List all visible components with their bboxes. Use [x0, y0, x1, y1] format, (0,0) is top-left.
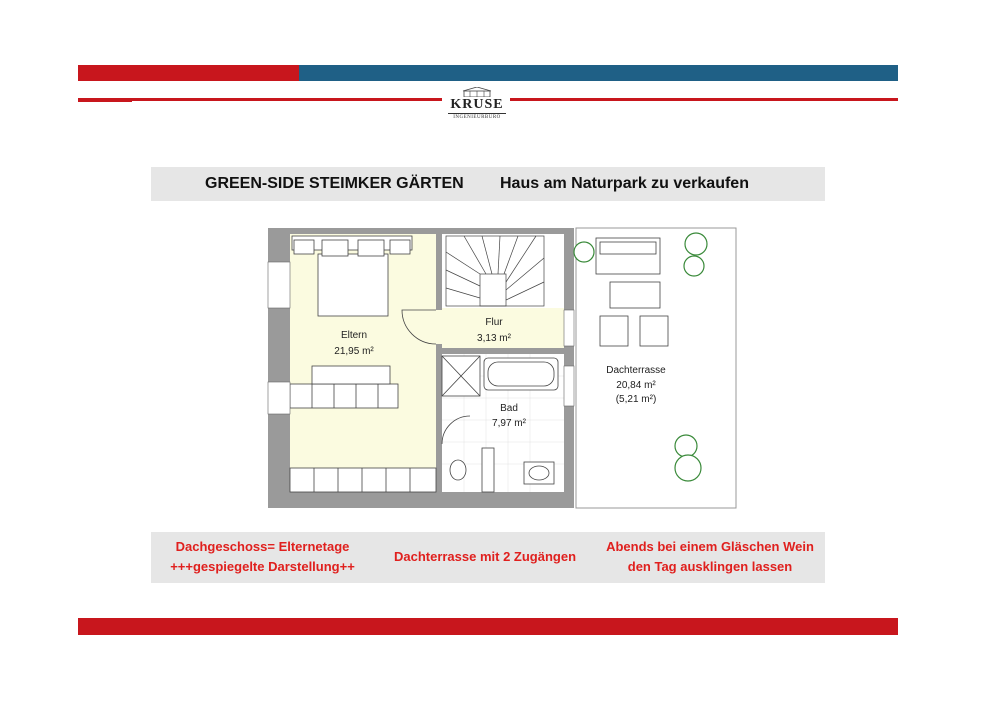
info-left-line2: +++gespiegelte Darstellung++	[170, 559, 355, 574]
info-left	[155, 537, 370, 577]
label-terrace-area: 20,84 m²	[616, 380, 656, 391]
title-project: GREEN-SIDE STEIMKER GÄRTEN	[205, 175, 464, 192]
label-terrace-note: (5,21 m²)	[615, 394, 657, 405]
label-flur-name: Flur	[485, 317, 503, 328]
label-bad-area: 7,97 m²	[492, 418, 526, 429]
wardrobe-bottom	[290, 468, 436, 492]
label-flur-area: 3,13 m²	[477, 333, 511, 344]
building-icon	[462, 87, 492, 97]
info-right-line1: Abends bei einem Gläschen Wein	[606, 539, 814, 554]
header-rule-left-thin	[78, 101, 132, 102]
logo-subtitle: INGENIEURBÜRO	[453, 115, 501, 120]
label-eltern-area: 21,95 m²	[334, 346, 374, 357]
stair-area	[442, 234, 564, 308]
logo-name: KRUSE	[450, 97, 504, 112]
floor-plan	[266, 226, 738, 510]
footer-bar-red	[78, 618, 898, 635]
info-right	[590, 537, 830, 577]
label-bad-name: Bad	[500, 403, 518, 414]
kruse-logo	[444, 86, 510, 124]
header-bar-blue	[299, 65, 898, 81]
info-right-line2: den Tag ausklingen lassen	[627, 559, 793, 574]
label-eltern-name: Eltern	[340, 330, 368, 341]
header-rule-right	[510, 98, 898, 101]
label-terrace-name: Dachterrasse	[606, 365, 666, 376]
header-bar-red	[78, 65, 299, 81]
logo-underline	[448, 113, 506, 114]
info-left-line1: Dachgeschoss= Elternetage	[175, 539, 350, 554]
info-center: Dachterrasse mit 2 Zugängen	[393, 549, 577, 564]
header-rule-left	[78, 98, 442, 101]
title-tagline: Haus am Naturpark zu verkaufen	[500, 175, 749, 192]
